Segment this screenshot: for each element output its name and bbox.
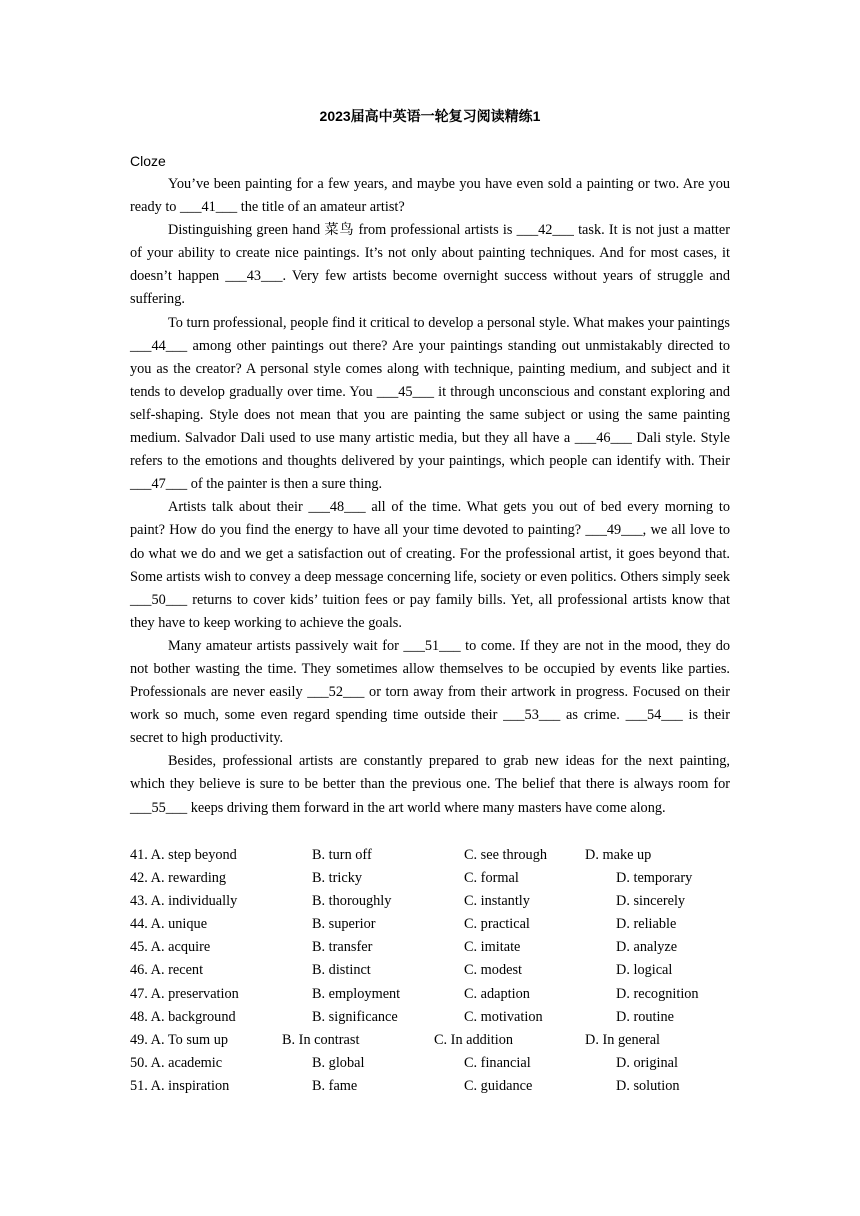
option-b: B. distinct xyxy=(312,962,371,979)
option-c: C. imitate xyxy=(464,939,521,956)
option-a: 49. A. To sum up xyxy=(130,1031,229,1048)
option-d: D. In general xyxy=(585,1031,661,1048)
option-c: C. practical xyxy=(464,916,530,933)
option-c: C. modest xyxy=(464,962,522,979)
answer-options xyxy=(130,844,730,1098)
option-row-47 xyxy=(130,983,730,1006)
option-b: B. superior xyxy=(312,916,376,933)
option-row-44 xyxy=(130,913,730,936)
option-row-41 xyxy=(130,844,730,867)
option-d: D. make up xyxy=(585,847,652,863)
document-title: 2023届高中英语一轮复习阅读精练1 xyxy=(319,108,541,124)
option-row-45 xyxy=(130,936,730,959)
option-d: D. sincerely xyxy=(616,893,686,910)
option-c: C. instantly xyxy=(464,893,530,910)
option-row-51 xyxy=(130,1075,730,1098)
option-b: B. global xyxy=(312,1054,365,1071)
option-b: B. employment xyxy=(312,985,401,1002)
option-a: 51. A. inspiration xyxy=(130,1077,230,1094)
option-row-43 xyxy=(130,890,730,913)
option-a: 42. A. rewarding xyxy=(130,870,227,887)
option-a: 44. A. unique xyxy=(130,916,208,933)
paragraph: Artists talk about their ___48___ all of the time. What gets you out of bed every morning to paint? How do you find the energy to have all your time devoted to painting? ___49___, we all love to do what we do and we get a satisfaction out of creating. For the professional artist, it goes beyond that. Some artists wish to convey a deep message concerning life, society or even politics. Others simply seek ___50___ returns to cover kids’ tuition fees or pay family bills. Yet, all professional artists know that they have to keep working to achieve the goals. xyxy=(130,499,730,631)
option-b: B. tricky xyxy=(312,870,363,887)
option-a: 46. A. recent xyxy=(130,962,204,979)
option-row-48 xyxy=(130,1006,730,1029)
option-d: D. solution xyxy=(616,1077,680,1094)
option-a: 47. A. preservation xyxy=(130,985,239,1002)
option-d: D. recognition xyxy=(616,985,699,1002)
option-c: C. In addition xyxy=(434,1031,514,1048)
option-d: D. temporary xyxy=(616,870,693,887)
option-row-42 xyxy=(130,867,730,890)
option-d: D. logical xyxy=(616,962,673,979)
cloze-passage xyxy=(130,173,730,820)
paragraph: You’ve been painting for a few years, and maybe you have even sold a painting or two. Are you ready to ___41___ the title of an amateur artist? xyxy=(130,176,730,216)
option-c: C. see through xyxy=(464,847,547,863)
option-a: 50. A. academic xyxy=(130,1054,223,1071)
option-c: C. financial xyxy=(464,1054,531,1071)
option-c: C. formal xyxy=(464,870,519,887)
section-heading: Cloze xyxy=(130,153,166,169)
option-c: C. guidance xyxy=(464,1077,533,1094)
paragraph: To turn professional, people find it critical to develop a personal style. What makes your paintings ___44___ among other paintings out there? Are your paintings standing out unmistakably directed to you as the creator? A personal style comes along with technique, painting medium, and subject and it tends to develop gradually over time. You ___45___ it through unconscious and constant exploring and self-shaping. Style does not mean that you are painting the same subject or using the same painting medium. Salvador Dali used to use many artistic media, but they all have a ___46___ Dali style. Style refers to the emotions and thoughts delivered by your paintings, which people can identify with. Their ___47___ of the painter is then a sure thing. xyxy=(130,314,730,493)
option-b: B. fame xyxy=(312,1077,358,1094)
option-row-46 xyxy=(130,959,730,982)
option-b: B. significance xyxy=(312,1008,398,1025)
option-a: 45. A. acquire xyxy=(130,939,211,956)
option-a: 48. A. background xyxy=(130,1008,236,1025)
option-b: B. transfer xyxy=(312,939,373,956)
paragraph: Besides, professional artists are constantly prepared to grab new ideas for the next painting, which they believe is sure to be better than the previous one. The belief that there is always room for ___55___ keeps driving them forward in the art world where many masters have come along. xyxy=(130,753,730,816)
option-d: D. routine xyxy=(616,1008,674,1025)
option-c: C. adaption xyxy=(464,985,530,1002)
option-d: D. reliable xyxy=(616,916,677,933)
option-b: B. turn off xyxy=(312,847,372,863)
option-row-49 xyxy=(130,1029,730,1052)
option-b: B. In contrast xyxy=(282,1031,360,1048)
option-a: 43. A. individually xyxy=(130,893,238,910)
option-c: C. motivation xyxy=(464,1008,543,1025)
option-d: D. original xyxy=(616,1054,678,1071)
option-b: B. thoroughly xyxy=(312,893,392,910)
option-row-50 xyxy=(130,1052,730,1075)
paragraph: Distinguishing green hand 菜鸟 from professional artists is ___42___ task. It is not just a matter of your ability to create nice paintings. It’s not only about painting techniques. And for most cases, it doesn’t happen ___43___. Very few artists become overnight success without years of struggle and suffering. xyxy=(130,222,730,308)
option-a: 41. A. step beyond xyxy=(130,847,237,863)
paragraph: Many amateur artists passively wait for ___51___ to come. If they are not in the mood, they do not bother wasting the time. They sometimes allow themselves to be occupied by events like parties. Professionals are never easily ___52___ or torn away from their artwork in progress. Focused on their work so much, some even regard spending time outside their ___53___ as crime. ___54___ is their secret to high productivity. xyxy=(130,637,730,747)
option-d: D. analyze xyxy=(616,939,678,956)
